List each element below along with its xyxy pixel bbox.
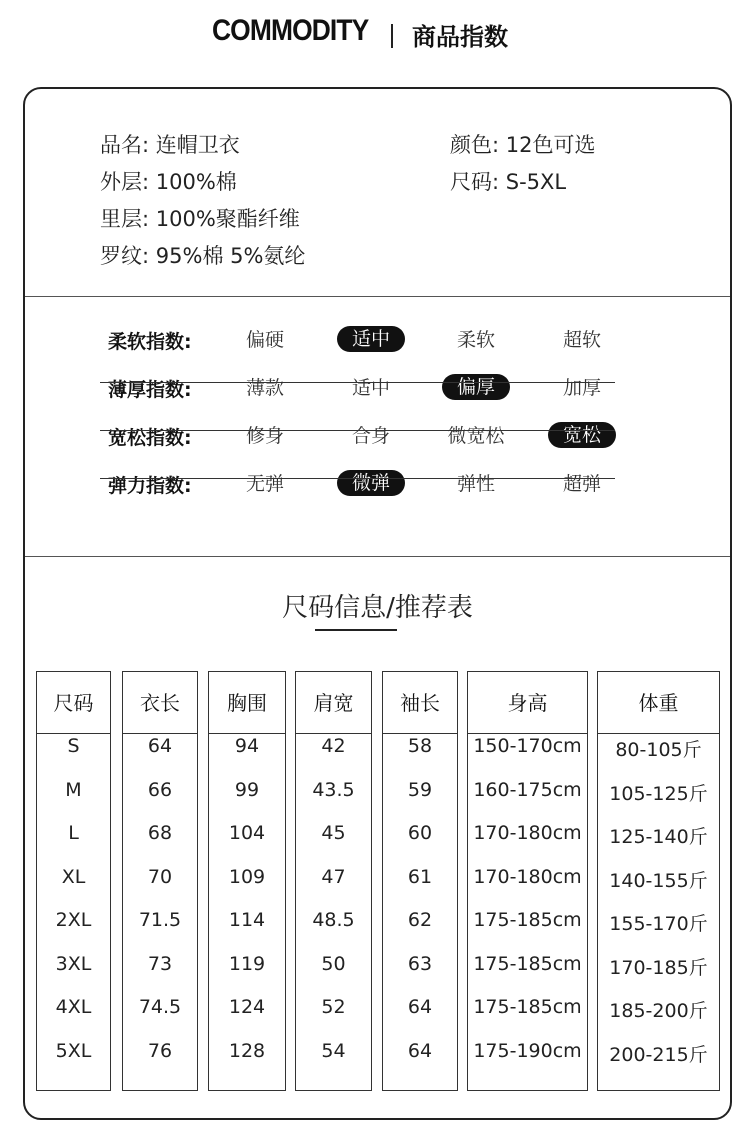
column-header: 尺码 — [37, 672, 110, 734]
header-separator — [391, 24, 393, 48]
table-cell: 59 — [407, 778, 433, 801]
table-cell: 5XL — [55, 1039, 92, 1062]
index-option-selected: 适中 — [337, 326, 405, 352]
table-cell: 58 — [407, 735, 433, 757]
table-cell: 2XL — [55, 909, 92, 931]
info-name: 品名: 连帽卫衣 — [100, 133, 240, 157]
table-cell: 140-155斤 — [609, 869, 708, 892]
index-row — [100, 411, 615, 459]
info-color: 颜色: 12色可选 — [450, 133, 596, 157]
size-table-title: 尺码信息/推荐表 — [282, 593, 473, 623]
table-cell: 76 — [147, 1039, 173, 1062]
table-cell: 73 — [147, 952, 173, 975]
table-cell: 54 — [321, 1039, 346, 1062]
table-cell: 45 — [321, 822, 346, 844]
table-cell: 43.5 — [312, 778, 355, 801]
index-label: 弹力指数: — [108, 475, 192, 497]
index-option-selected: 微弹 — [337, 470, 405, 496]
info-inner: 里层: 100%聚酯纤维 — [100, 207, 300, 231]
size-column — [122, 671, 198, 1091]
table-cell: 70 — [147, 865, 173, 888]
table-cell: 62 — [407, 909, 433, 931]
column-header: 胸围 — [209, 672, 285, 734]
index-option: 微宽松 — [447, 425, 505, 447]
table-cell: 71.5 — [138, 909, 182, 931]
index-option: 柔软 — [456, 329, 495, 351]
table-cell: 68 — [147, 822, 173, 844]
index-option: 无弹 — [245, 473, 284, 495]
index-option: 适中 — [351, 377, 390, 399]
table-cell: 94 — [234, 735, 260, 757]
index-option: 修身 — [245, 425, 284, 447]
index-row — [100, 459, 615, 507]
info-outer: 外层: 100%棉 — [100, 170, 237, 194]
index-option-selected: 宽松 — [548, 422, 616, 448]
table-cell: 124 — [228, 996, 266, 1018]
index-option: 超弹 — [562, 473, 601, 495]
index-option: 弹性 — [456, 473, 495, 495]
table-cell: 155-170斤 — [609, 913, 708, 935]
table-cell: M — [65, 778, 82, 801]
table-cell: 52 — [321, 996, 346, 1018]
index-option: 薄款 — [245, 377, 284, 399]
index-row-divider — [100, 478, 615, 479]
index-option: 加厚 — [562, 377, 601, 399]
table-cell: 150-170cm — [473, 735, 582, 757]
table-cell: 60 — [407, 822, 433, 844]
table-cell: 185-200斤 — [609, 1000, 708, 1022]
table-cell: S — [67, 735, 80, 757]
table-cell: 125-140斤 — [609, 826, 708, 848]
info-rib: 罗纹: 95%棉 5%氨纶 — [100, 244, 306, 268]
index-option-selected: 偏厚 — [442, 374, 510, 400]
table-cell: 63 — [407, 952, 433, 975]
index-row — [100, 315, 615, 363]
table-cell: 61 — [407, 865, 433, 888]
table-cell: 64 — [407, 1039, 433, 1062]
table-cell: 128 — [228, 1039, 266, 1062]
index-row-divider — [100, 430, 615, 431]
column-header: 衣长 — [123, 672, 197, 734]
table-cell: 160-175cm — [473, 778, 582, 801]
table-cell: 170-180cm — [473, 865, 582, 888]
page-header — [0, 14, 750, 54]
column-header: 袖长 — [383, 672, 457, 734]
title-underline — [315, 629, 397, 631]
size-column — [295, 671, 372, 1091]
index-label: 柔软指数: — [108, 331, 192, 353]
size-column — [208, 671, 286, 1091]
commodity-card — [23, 87, 732, 1120]
header-title-cn: 商品指数 — [412, 23, 508, 51]
section-divider — [25, 556, 730, 557]
table-cell: 42 — [321, 735, 346, 757]
header-title-en: COMMODITY — [212, 14, 369, 47]
table-cell: 48.5 — [312, 909, 355, 931]
index-option: 偏硬 — [245, 329, 284, 351]
table-cell: 47 — [321, 865, 346, 888]
table-cell: L — [68, 822, 79, 844]
table-cell: XL — [61, 865, 86, 888]
table-cell: 64 — [147, 735, 173, 757]
table-cell: 80-105斤 — [615, 739, 702, 761]
table-cell: 170-185斤 — [609, 956, 708, 979]
index-row-divider — [100, 382, 615, 383]
column-header: 身高 — [468, 672, 587, 734]
info-size-range: 尺码: S-5XL — [450, 170, 567, 194]
section-divider — [25, 296, 730, 297]
table-cell: 4XL — [55, 996, 92, 1018]
index-option: 合身 — [351, 425, 390, 447]
index-option: 超软 — [562, 329, 601, 351]
index-label: 宽松指数: — [108, 427, 192, 449]
index-row — [100, 363, 615, 411]
table-cell: 50 — [321, 952, 346, 975]
table-cell: 175-190cm — [473, 1039, 582, 1062]
table-cell: 170-180cm — [473, 822, 582, 844]
column-header: 体重 — [598, 672, 719, 734]
size-column — [467, 671, 588, 1091]
table-cell: 175-185cm — [473, 952, 582, 975]
column-header: 肩宽 — [296, 672, 371, 734]
table-cell: 119 — [228, 952, 266, 975]
table-cell: 66 — [147, 778, 173, 801]
table-cell: 175-185cm — [473, 996, 582, 1018]
size-column — [597, 671, 720, 1091]
size-column — [36, 671, 111, 1091]
table-cell: 104 — [228, 822, 266, 844]
table-cell: 3XL — [55, 952, 92, 975]
table-cell: 114 — [228, 909, 266, 931]
table-cell: 74.5 — [138, 996, 182, 1018]
table-cell: 64 — [407, 996, 433, 1018]
size-column — [382, 671, 458, 1091]
index-label: 薄厚指数: — [108, 379, 192, 401]
table-cell: 105-125斤 — [609, 782, 708, 805]
table-cell: 109 — [228, 865, 266, 888]
table-cell: 99 — [234, 778, 260, 801]
table-cell: 175-185cm — [473, 909, 582, 931]
table-cell: 200-215斤 — [609, 1043, 708, 1066]
